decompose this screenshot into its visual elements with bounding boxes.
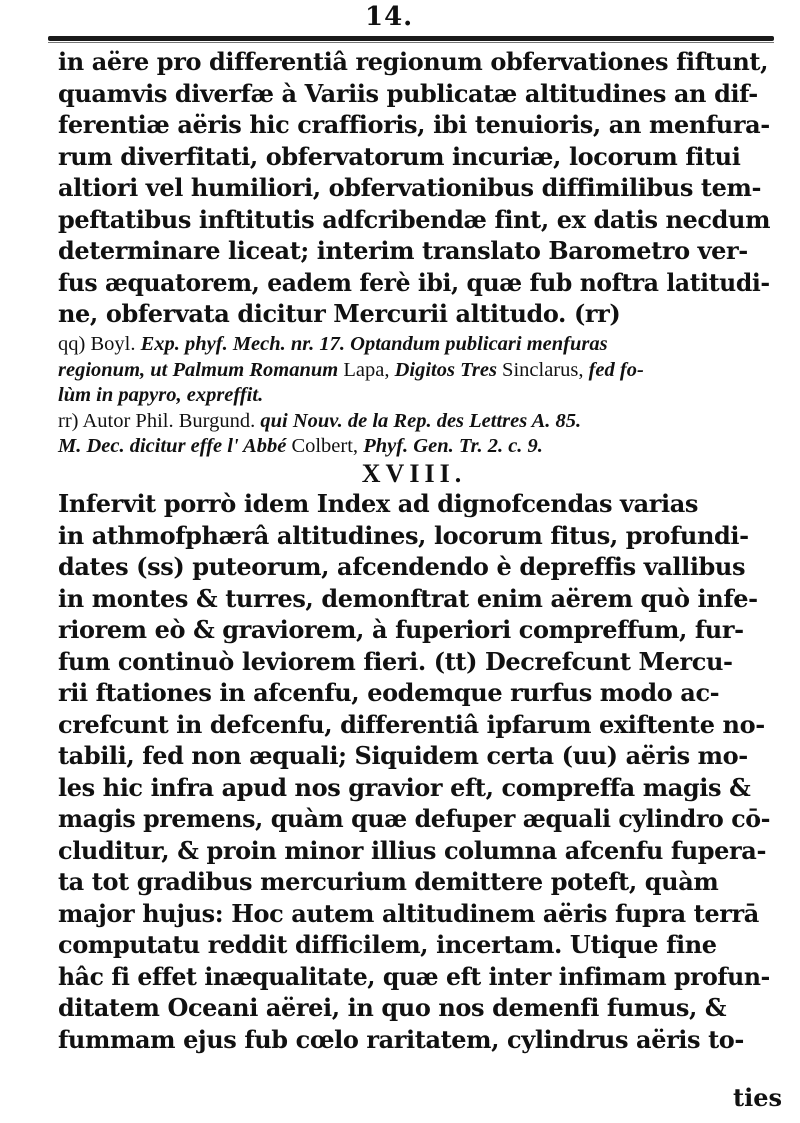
catchword: ties xyxy=(733,1083,782,1112)
footnote-run: qui Nouv. de la Rep. des Lettres A. 85. xyxy=(260,409,582,432)
text-line: les hic infra apud nos gravior eft, compreffa magis & xyxy=(58,772,751,802)
footnote-run: Digitos Tres xyxy=(394,358,503,381)
footnote-line xyxy=(58,409,770,435)
footnote-run: Sinclarus, xyxy=(502,358,589,381)
text-line: riorem eò & graviorem, à fuperiori compreffum, fur- xyxy=(58,615,744,644)
footnote-run: regionum, ut Palmum Romanum xyxy=(58,358,344,381)
text-line: computatu reddit difficilem, incertam. Utique fine xyxy=(58,930,717,959)
footnote-run: lùm in papyro, expreffit. xyxy=(58,384,264,406)
text-line: ne, obfervata dicitur Mercurii altitudo. (rr) xyxy=(58,299,621,328)
footnote-run: Exp. phyf. Mech. nr. 17. Optandum publicari menfuras xyxy=(140,333,608,355)
footnote-run: Colbert, xyxy=(291,435,364,457)
section-heading-wrap xyxy=(58,460,770,488)
text-line: fus æquatorem, eadem ferè ibi, quæ fub noftra latitudi- xyxy=(58,267,770,297)
main-paragraph xyxy=(58,46,770,330)
footnote-line xyxy=(58,383,770,409)
text-line: altiori vel humiliori, obfervationibus diffimilibus tem- xyxy=(58,173,762,202)
text-line: in montes & turres, demonftrat enim aërem quò infe- xyxy=(58,583,758,613)
text-line: ferentiæ aëris hic craffioris, ibi tenuioris, an menfura- xyxy=(58,110,770,139)
footnote-run: fed fo- xyxy=(588,358,644,381)
footnote-run: qq) Boyl. xyxy=(58,333,141,355)
footnote-run: Phyf. Gen. Tr. 2. c. 9. xyxy=(363,435,543,457)
text-line: hâc fi effet inæqualitate, quæ eft inter infimam profun- xyxy=(58,961,770,991)
text-line: major hujus: Hoc autem altitudinem aëris fupra terrā xyxy=(58,898,759,928)
text-line: rum diverfitati, obfervatorum incuriæ, locorum fitui xyxy=(58,141,741,171)
text-line: fummam ejus fub cœlo raritatem, cylindrus aëris to- xyxy=(58,1024,744,1054)
header-rule xyxy=(48,36,774,41)
footnote-run: rr) Autor Phil. Burgund. xyxy=(58,409,261,432)
text-line: ta tot gradibus mercurium demittere poteft, quàm xyxy=(58,867,719,896)
text-line: fum continuò leviorem fieri. (tt) Decrefcunt Mercu- xyxy=(58,646,733,676)
text-line: Infervit porrò idem Index ad dignofcendas varias xyxy=(58,489,698,518)
text-line: peftatibus inftitutis adfcribendæ fint, ex datis necdum xyxy=(58,204,771,234)
footnote-line xyxy=(58,332,770,358)
footnote-line xyxy=(58,358,770,384)
text-line: crefcunt in defcenfu, differentiâ ipfarum exiftente no- xyxy=(58,709,765,739)
text-line: ditatem Oceani aërei, in quo nos demenfi fumus, & xyxy=(58,993,727,1022)
text-line: in athmofphærâ altitudines, locorum fitus, profundi- xyxy=(58,520,749,550)
page-number: 14. xyxy=(365,2,414,32)
text-line: cluditur, & proin minor illius columna afcenfu fupera- xyxy=(58,835,767,865)
text-line: tabili, fed non æquali; Siquidem certa (uu) aëris mo- xyxy=(58,741,748,770)
text-line: determinare liceat; interim translato Barometro ver- xyxy=(58,236,748,265)
footnote-line xyxy=(58,434,770,460)
text-line: quamvis diverfæ à Variis publicatæ altitudines an dif- xyxy=(58,78,758,108)
footnotes xyxy=(58,332,770,460)
second-paragraph xyxy=(58,488,770,1055)
footnote-run: M. Dec. dicitur effe l' Abbé xyxy=(58,435,292,457)
section-heading: XVIII. xyxy=(361,459,467,488)
text-line: in aëre pro differentiâ regionum obfervationes fiftunt, xyxy=(58,47,769,76)
text-line: rii ftationes in afcenfu, eodemque rurfus modo ac- xyxy=(58,678,720,707)
header-rule-thin xyxy=(48,42,774,43)
text-line: dates (ss) puteorum, afcendendo è depreffis vallibus xyxy=(58,552,746,581)
text-line: magis premens, quàm quæ defuper æquali cylindro cō- xyxy=(58,804,771,833)
footnote-run: Lapa, xyxy=(343,358,395,381)
